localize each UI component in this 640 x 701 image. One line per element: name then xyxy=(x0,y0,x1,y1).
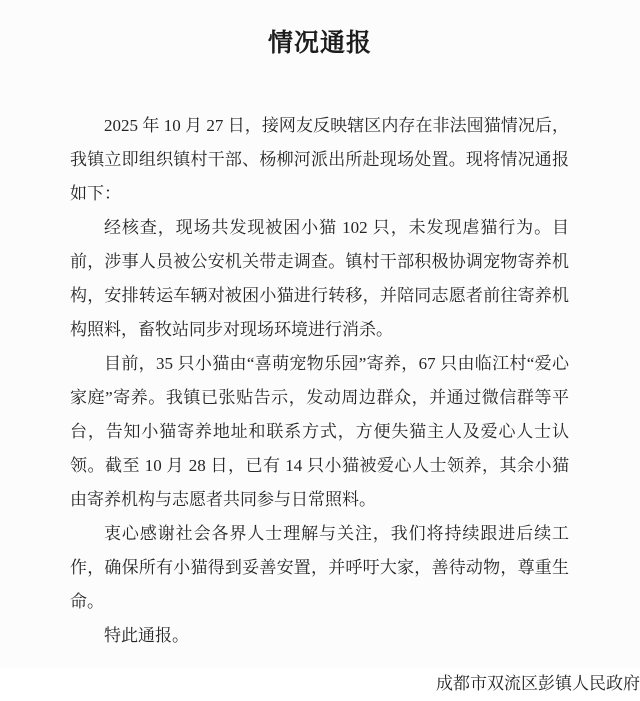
document-title: 情况通报 xyxy=(267,30,372,57)
document-body xyxy=(70,109,569,653)
signature-issuing-authority: 成都市双流区彭镇人民政府 xyxy=(436,674,640,693)
paragraph-thanks: 衷心感谢社会各界人士理解与关注，我们将持续跟进后续工作，确保所有小猫得到妥善安置，并呼吁大家，善待动物，尊重生命。 xyxy=(70,524,569,611)
paragraph-closing: 特此通报。 xyxy=(104,626,189,645)
paragraph-foster-arrangement: 目前，35 只小猫由“喜萌宠物乐园”寄养，67 只由临江村“爱心家庭”寄养。我镇已张贴告示，发动周边群众，并通过微信群等平台，告知小猫寄养地址和联系方式，方便失猫主人及爱心人士认领。截至 10 月 28 日，已有 14 只小猫被爱心人士领养，其余小猫由寄养机构与志愿者共同参与日常照料。 xyxy=(70,354,569,509)
paragraph-investigation: 经核查，现场共发现被困小猫 102 只，未发现虐猫行为。目前，涉事人员被公安机关带走调查。镇村干部积极协调宠物寄养机构，安排转运车辆对被困小猫进行转移，并陪同志愿者前往寄养机构照料，畜牧站同步对现场环境进行消杀。 xyxy=(70,218,569,339)
paragraph-intro: 2025 年 10 月 27 日，接网友反映辖区内存在非法囤猫情况后，我镇立即组织镇村干部、杨柳河派出所赴现场处置。现将情况通报如下： xyxy=(70,116,569,203)
